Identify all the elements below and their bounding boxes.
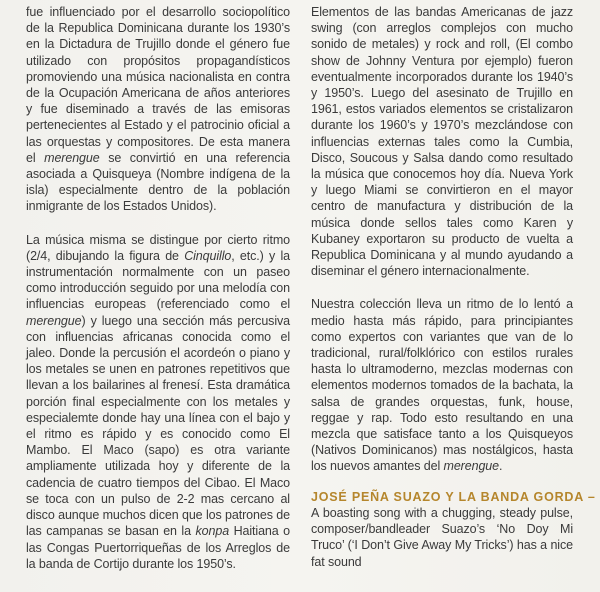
paragraph-history (26, 4, 290, 215)
paragraph-collection (311, 296, 573, 474)
paragraph-text: , etc.) y la instrumentación normalmente con un paseo como introducción seguido por una melodía con influencias europeas (referenciado como el (26, 248, 290, 312)
track-description: A boasting song with a chugging, steady pulse, composer/bandleader Suazo’s ‘No Doy Mi Truco’ (‘I Don’t Give Away My Tricks’) has a nice fat sound (311, 505, 573, 569)
paragraph-text: Elementos de las bandas Americanas de jazz swing (con arreglos complejos con mucho sonido de metales) y rock and roll, (El combo show de Johnny Ventura por ejemplo) fueron eventualmente incorporados durante los 1940’s y 1950’s. Luego del asesinato de Trujillo en 1961, estos variados elementos se cristalizaron durante los 1960’s y 1970’s mezclándose con influencias externas tales como la Cumbia, Disco, Soucous y Salsa dando como resultado la música que conocemos hoy día. Nueva York y luego Miami se convirtieron en el mayor centro de manufactura y distribución de la música donde sellos tales como Karen y Kubaney exportaron su producto de vuelta a Republica Dominicana y al mundo ayudando a diseminar el género internacionalmente. (311, 5, 573, 279)
paragraph-text: se convirtió en una referencia asociada a Quisqueya (Nombre indígena de la isla) especialmente dentro de la población inmigrante de los Estados Unidos). (26, 150, 291, 214)
paragraph-music (26, 232, 290, 572)
paragraph-text: ) y luego una sección más percusiva con influencias africanas conocida como el jaleo. Donde la percusión el acordeón o piano y los metales se unen en patrones repetitivos que llevan a los bailarines al frenesí. Esta dramática porción final especialmente con los metales y especialemte donde hay una línea con el bajo y el ritmo es rápido y es conocido como El Mambo. El Maco (sapo) es otra variante ampliamente utilizada hoy y diferente de la cadencia de cuatro tiempos del Cibao. El Maco se toca con un pulso de 2-2 mas cercano al disco aunque muchos dicen que los patrones de las campanas se basan en la (26, 313, 290, 539)
paragraph-text: Haitiana o las Congas Puertorriqueñas de los Arreglos de la banda de Cortijo durante los 1950’s. (26, 524, 291, 571)
paragraph-influences (311, 4, 573, 279)
left-text-column (26, 4, 290, 572)
paragraph-text: fue influenciado por el desarrollo sociopolítico de la Republica Dominicana durante los 1930’s en la Dictadura de Trujillo donde el género fue utilizado con propósitos propagandísticos promoviendo una música nacionalista en contra de la Ocupación Americana de años anteriores y fue diseminado a través de las emisoras pertenecientes al Estado y el patrocinio oficial a las orquestas y compositores. De esta manera el (26, 5, 290, 165)
paragraph-text: Nuestra colección lleva un ritmo de lo lentó a medio hasta más rápido, para principiantes como expertos con variantes que van de lo tradicional, rural/folklórico con estilos rurales hasta lo ultramoderno, mezclas modernas con elementos modernos tomados de la bachata, la salsa de grandes orquestas, funk, house, reggae y rap. Todo esto resultando en una mezcla que satisface tanto a los Quisqueyos (Nativos Dominicanos) mas nostálgicos, hasta los nuevos amantes del (311, 297, 573, 474)
italic-term: merengue (26, 313, 82, 328)
italic-term: Cinquillo (184, 248, 232, 263)
right-text-column (311, 4, 596, 570)
italic-term: merengue (443, 459, 500, 474)
track-heading: JOSÉ PEÑA SUAZO Y LA BANDA GORDA – (311, 489, 596, 504)
italic-term: konpa (195, 524, 230, 539)
paragraph-text: La música misma se distingue por cierto ritmo (2/4, dibujando la figura de (26, 232, 290, 263)
italic-term: merengue (44, 150, 100, 165)
paragraph-text: . (499, 459, 503, 474)
